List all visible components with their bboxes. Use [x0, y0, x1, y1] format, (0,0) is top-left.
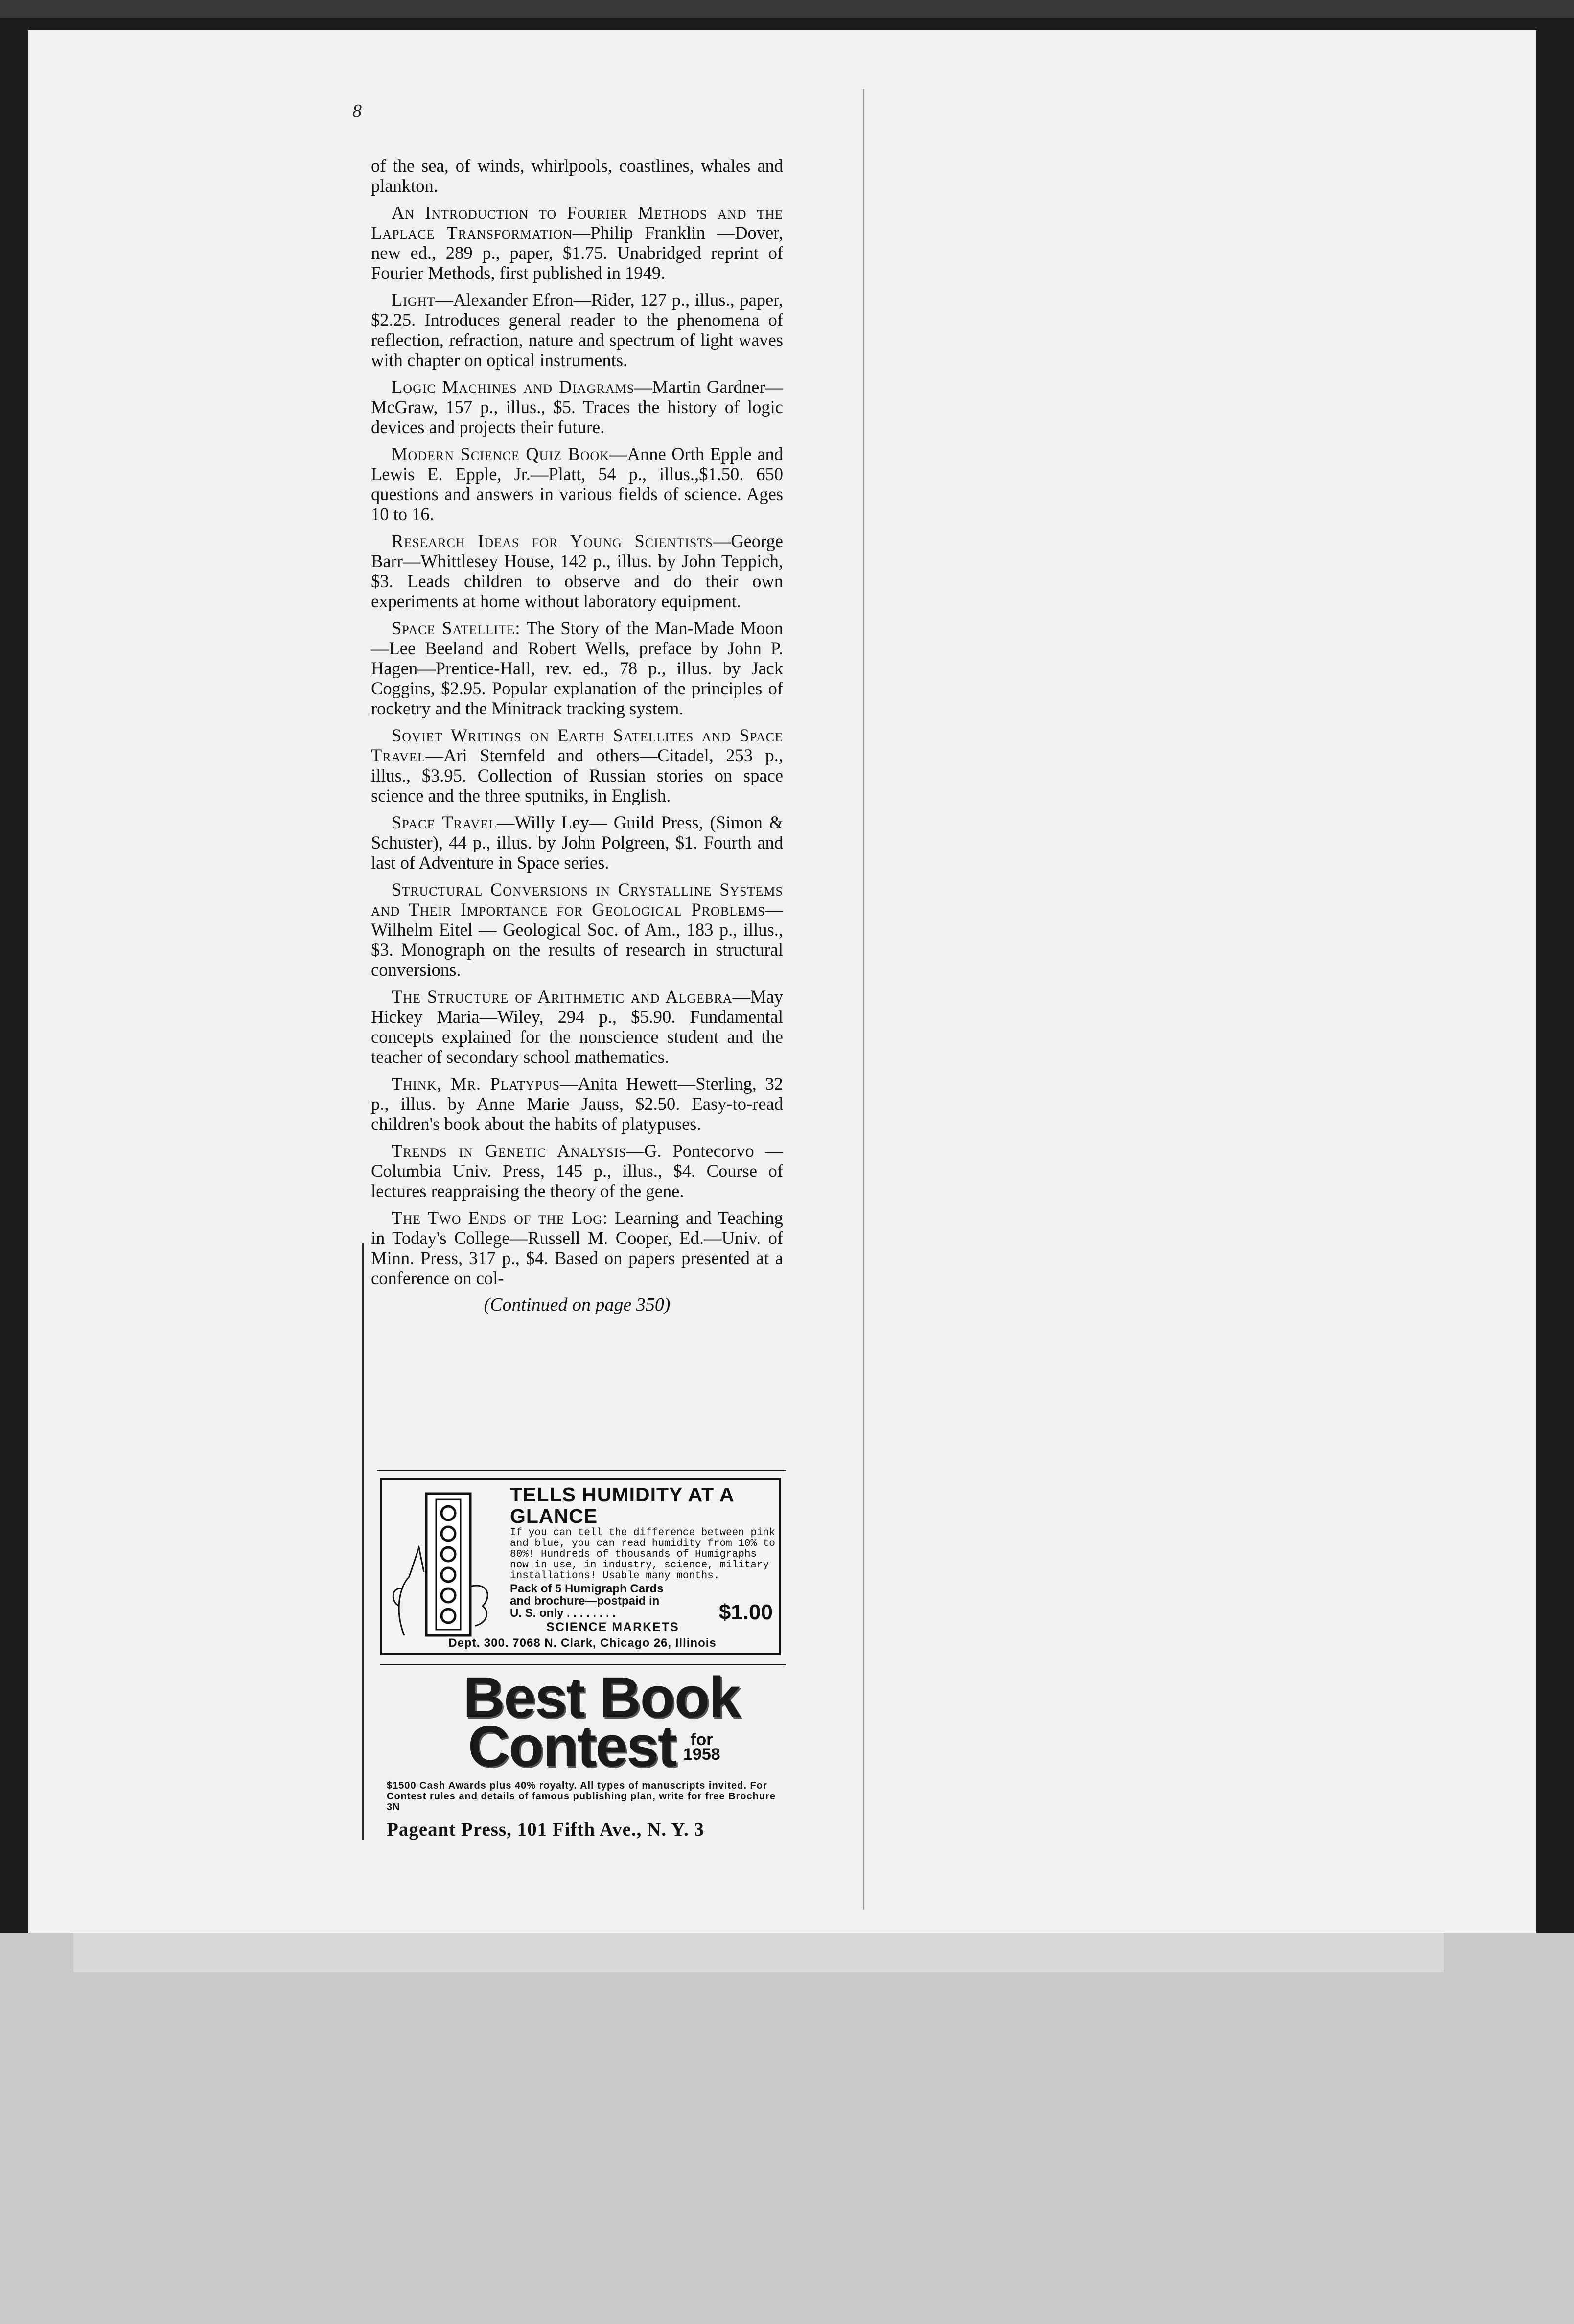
humidity-ad-copy [510, 1484, 777, 1634]
column-rule [863, 89, 864, 1910]
margin-rule [362, 1243, 364, 1840]
book-details: —May Hickey Maria—Wiley, 294 p., $5.90. Fundamental concepts explained for the nonscience student and the teacher of secondary school mathematics. [371, 987, 783, 1067]
book-entry [371, 203, 783, 283]
humidity-ad-offer: Pack of 5 Humigraph Cards and brochure—postpaid in U. S. only . . . . . . . . [510, 1582, 664, 1620]
humidity-ad-headline: TELLS HUMIDITY AT A GLANCE [510, 1483, 734, 1527]
book-details: Learning and Teaching in Today's College—Russell M. Cooper, Ed.—Univ. of Minn. Press, 317 p., $4. Based on papers presented at a conference on col- [371, 1208, 784, 1288]
book-entry [371, 377, 783, 437]
book-entry [371, 725, 783, 805]
book-title: Soviet Writings on Earth Satellites and Space Travel [371, 725, 783, 765]
contest-headline-line1: Best Book [463, 1665, 740, 1730]
film-edge [0, 0, 1574, 18]
book-title: The Structure of Arithmetic and Algebra [392, 987, 733, 1007]
humidity-ad-body: If you can tell the difference between pink and blue, you can read humidity from 10% to 80%! Hundreds of thousands of Humigraphs now in use, in industry, science, military installations! Usable many months. [510, 1527, 775, 1582]
book-title: Trends in Genetic Analysis [392, 1141, 626, 1161]
contest-fine-print: $1500 Cash Awards plus 40% royalty. All types of manuscripts invited. For Contest rules and details of famous publishing plan, write for free Brochure 3N [387, 1780, 776, 1813]
contest-headline-line2: Contest [468, 1714, 676, 1779]
book-title: Space Satellite: [392, 618, 521, 638]
book-entry [371, 618, 783, 718]
contest-year: 1958 [683, 1745, 720, 1764]
book-title: Structural Conversions in Crystalline Systems and Their Importance for Geological Problems [371, 879, 783, 920]
humidity-ad-company: SCIENCE MARKETS [546, 1620, 679, 1634]
humigraph-card-illustration [390, 1489, 497, 1645]
film-margin [0, 1933, 1574, 2324]
book-details: —Philip Franklin —Dover, new ed., 289 p., paper, $1.75. Unabridged reprint of Fourier Methods, first published in 1949. [371, 223, 783, 283]
book-title: An Introduction to Fourier Methods and the Laplace Transformation [371, 203, 783, 243]
continued-note: (Continued on page 350) [484, 1294, 671, 1315]
humidity-ad-price: $1.00 [718, 1600, 773, 1624]
book-entry [371, 1141, 783, 1201]
page-number: 8 [352, 101, 362, 121]
book-entry [371, 987, 783, 1067]
book-contest-ad [380, 1665, 786, 1855]
contest-for-word: for [691, 1730, 713, 1749]
book-entry [371, 1208, 783, 1288]
book-details: —Anne Orth Epple and Lewis E. Epple, Jr.—Platt, 54 p., illus.,$1.50. 650 questions and answers in various fields of science. Ages 10 to 16. [371, 444, 783, 524]
contest-address: Pageant Press, 101 Fifth Ave., N. Y. 3 [387, 1819, 704, 1840]
book-title: Logic Machines and Diagrams [392, 377, 635, 397]
book-details: The Story of the Man-Made Moon—Lee Beeland and Robert Wells, preface by John P. Hagen—Prentice-Hall, rev. ed., 78 p., illus. by Jack Coggins, $2.95. Popular explanation of the principles of rocketry and the Minitrack tracking system. [371, 618, 783, 718]
book-details: of the sea, of winds, whirlpools, coastlines, whales and plankton. [371, 156, 783, 196]
book-title: Light [392, 290, 436, 310]
book-list-column [371, 156, 783, 1315]
book-title: Think, Mr. Platypus [392, 1074, 560, 1094]
book-details: —G. Pontecorvo —Columbia Univ. Press, 145 p., illus., $4. Course of lectures reappraising the theory of the gene. [371, 1141, 783, 1201]
book-entry [371, 444, 783, 524]
book-title: Space Travel [392, 812, 497, 832]
ad-separator [377, 1470, 786, 1471]
contest-year-tag [683, 1732, 720, 1762]
film-strip [73, 1933, 1444, 1972]
book-entry [371, 879, 783, 980]
book-details: —Anita Hewett—Sterling, 32 p., illus. by Anne Marie Jauss, $2.50. Easy-to-read children's book about the habits of platypuses. [371, 1074, 783, 1134]
book-details: —Willy Ley— Guild Press, (Simon & Schuster), 44 p., illus. by John Polgreen, $1. Fourth and last of Adventure in Space series. [371, 812, 783, 873]
book-title: Modern Science Quiz Book [392, 444, 610, 464]
book-details: —Martin Gardner—McGraw, 157 p., illus., $5. Traces the history of logic devices and projects their future. [371, 377, 783, 437]
humidity-ad [380, 1478, 781, 1655]
book-title: Research Ideas for Young Scientists [392, 531, 713, 551]
book-entries [371, 156, 783, 1288]
book-entry [371, 812, 783, 873]
book-title: The Two Ends of the Log: [392, 1208, 608, 1228]
book-details: —Alexander Efron—Rider, 127 p., illus., paper, $2.25. Introduces general reader to the phenomena of reflection, refraction, nature and spectrum of light waves with chapter on optical instruments. [371, 290, 783, 370]
book-entry [371, 531, 783, 611]
book-entry [371, 156, 783, 196]
book-details: — Wilhelm Eitel — Geological Soc. of Am., 183 p., illus., $3. Monograph on the results of research in structural conversions. [371, 899, 783, 980]
book-entry [371, 290, 783, 370]
book-entry [371, 1074, 783, 1134]
book-details: —George Barr—Whittlesey House, 142 p., illus. by John Teppich, $3. Leads children to observe and do their own experiments at home without laboratory equipment. [371, 531, 783, 611]
humidity-ad-address: Dept. 300. 7068 N. Clark, Chicago 26, Illinois [448, 1636, 717, 1650]
book-details: —Ari Sternfeld and others—Citadel, 253 p., illus., $3.95. Collection of Russian stories on space science and the three sputniks, in English. [371, 745, 783, 805]
